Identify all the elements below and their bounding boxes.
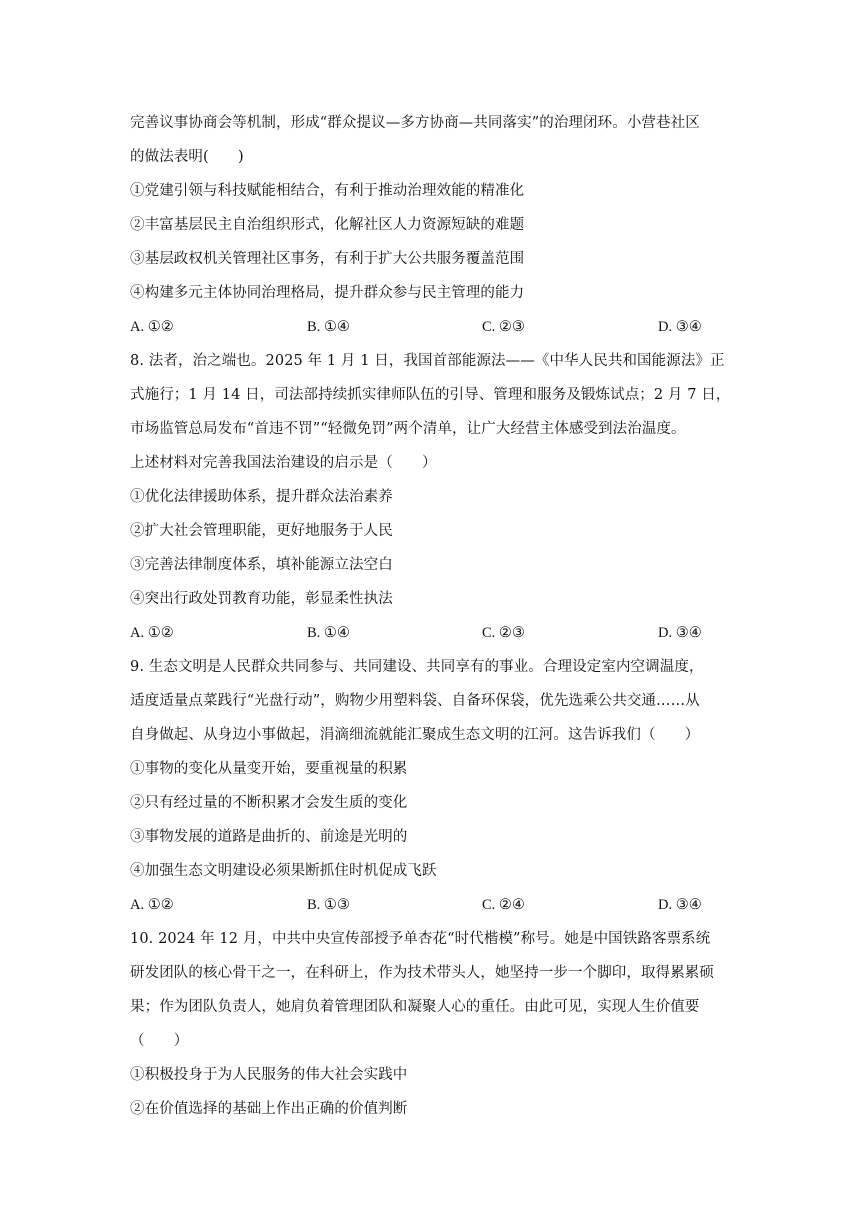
statement-line: ③完善法律制度体系，填补能源立法空白 — [130, 557, 393, 573]
option-c: C. ②③ — [482, 625, 525, 641]
exam-content — [130, 106, 730, 1126]
option-d: D. ③④ — [658, 319, 702, 335]
question-stem-line: 适度适量点菜践行“光盘行动”，购物少用塑料袋、自备环保袋，优先选乘公共交通……从 — [130, 693, 700, 709]
option-b: B. ①④ — [307, 319, 350, 335]
question-stem-line: 8. 法者，治之端也。2025 年 1 月 1 日，我国首部能源法——《中华人民共和国能源法》正 — [130, 353, 725, 369]
question-stem-line: 果；作为团队负责人，她肩负着管理团队和凝聚人心的重任。由此可见，实现人生价值要 — [130, 999, 700, 1015]
statement-line: ①优化法律援助体系，提升群众法治素养 — [130, 489, 393, 505]
option-a: A. ①② — [130, 625, 174, 641]
question-stem-line: 9. 生态文明是人民群众共同参与、共同建设、共同享有的事业。合理设定室内空调温度， — [130, 659, 704, 675]
statement-line: ④突出行政处罚教育功能，彰显柔性执法 — [130, 591, 393, 607]
statement-line: ②只有经过量的不断积累才会发生质的变化 — [130, 795, 408, 811]
option-b: B. ①④ — [307, 625, 350, 641]
option-b: B. ①③ — [307, 897, 350, 913]
option-c: C. ②④ — [482, 897, 525, 913]
statement-line: ①事物的变化从量变开始，要重视量的积累 — [130, 761, 408, 777]
answer-options — [130, 616, 730, 650]
question-7 — [130, 106, 730, 344]
question-stem-line: 市场监管总局发布“首违不罚”“轻微免罚”两个清单，让广大经营主体感受到法治温度。 — [130, 421, 686, 437]
question-10 — [130, 922, 730, 1126]
question-stem-line: 自身做起、从身边小事做起，涓滴细流就能汇聚成生态文明的江河。这告诉我们（ ） — [130, 727, 700, 743]
statement-line: ①积极投身于为人民服务的伟大社会实践中 — [130, 1067, 408, 1083]
question-stem-line: 10. 2024 年 12 月，中共中央宣传部授予单杏花“时代楷模”称号。她是中国铁路客票系统 — [130, 931, 711, 947]
option-c: C. ②③ — [482, 319, 525, 335]
option-a: A. ①② — [130, 319, 174, 335]
question-stem-line: 完善议事协商会等机制，形成“群众提议—多方协商—共同落实”的治理闭环。小营巷社区 — [130, 115, 700, 131]
option-a: A. ①② — [130, 897, 174, 913]
question-stem-line: 式施行；1 月 14 日，司法部持续抓实律师队伍的引导、管理和服务及锻炼试点；2 月 7 日， — [130, 387, 731, 403]
statement-line: ③基层政权机关管理社区事务，有利于扩大公共服务覆盖范围 — [130, 251, 525, 267]
statement-line: ①党建引领与科技赋能相结合，有利于推动治理效能的精准化 — [130, 183, 525, 199]
statement-line: ②扩大社会管理职能，更好地服务于人民 — [130, 523, 393, 539]
statement-line: ③事物发展的道路是曲折的、前途是光明的 — [130, 829, 408, 845]
question-stem-line: （ ） — [130, 1033, 189, 1049]
statement-line: ②在价值选择的基础上作出正确的价值判断 — [130, 1101, 408, 1117]
question-9 — [130, 650, 730, 922]
answer-options — [130, 310, 730, 344]
question-stem-line: 的做法表明( ) — [130, 149, 244, 165]
question-8 — [130, 344, 730, 650]
answer-options — [130, 888, 730, 922]
statement-line: ②丰富基层民主自治组织形式，化解社区人力资源短缺的难题 — [130, 217, 525, 233]
option-d: D. ③④ — [658, 625, 702, 641]
question-stem-line: 上述材料对完善我国法治建设的启示是（ ） — [130, 455, 437, 471]
option-d: D. ③④ — [658, 897, 702, 913]
statement-line: ④加强生态文明建设必须果断抓住时机促成飞跃 — [130, 863, 437, 879]
question-stem-line: 研发团队的核心骨干之一，在科研上，作为技术带头人，她坚持一步一个脚印，取得累累硕 — [130, 965, 714, 981]
statement-line: ④构建多元主体协同治理格局，提升群众参与民主管理的能力 — [130, 285, 525, 301]
